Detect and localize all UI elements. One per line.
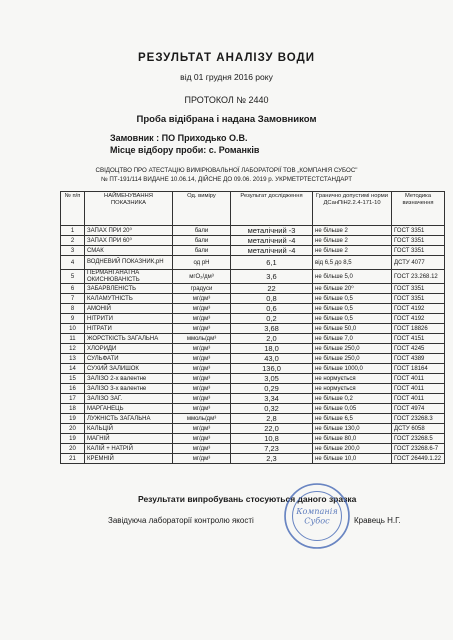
row-number: 18 <box>61 404 85 414</box>
result-value: 0,6 <box>231 304 313 314</box>
indicator-name: ЗАБАРВЛЕНІСТЬ <box>85 284 173 294</box>
method: ГОСТ 3351 <box>392 246 445 256</box>
norm-value: не більше 0,5 <box>313 304 392 314</box>
table-row <box>61 270 445 284</box>
client-name: Замовник : ПО Приходько О.В. <box>110 133 248 143</box>
indicator-name: КРЕМНІЙ <box>85 454 173 464</box>
sampling-location: Місце відбору проби: с. Романків <box>110 145 260 155</box>
norm-value: не більше 6,5 <box>313 414 392 424</box>
indicator-name: ЗАПАХ ПРИ 20⁰ <box>85 226 173 236</box>
method: ГОСТ 4389 <box>392 354 445 364</box>
norm-value: не більше 20⁰ <box>313 284 392 294</box>
method: ГОСТ 3351 <box>392 226 445 236</box>
table-row <box>61 414 445 424</box>
indicator-name: СМАК <box>85 246 173 256</box>
table-row <box>61 246 445 256</box>
table-row <box>61 394 445 404</box>
row-number: 4 <box>61 256 85 270</box>
row-number: 3 <box>61 246 85 256</box>
indicator-name: ЗАЛІЗО 2-х валентне <box>85 374 173 384</box>
row-number: 21 <box>61 454 85 464</box>
norm-value: не більше 50,0 <box>313 324 392 334</box>
result-value: 3,05 <box>231 374 313 384</box>
method: ГОСТ 4192 <box>392 314 445 324</box>
indicator-name: СУХИЙ ЗАЛИШОК <box>85 364 173 374</box>
method: ДСТУ 6058 <box>392 424 445 434</box>
unit: мг/дм³ <box>173 444 231 454</box>
norm-value: не більше 10,0 <box>313 454 392 464</box>
unit: мг/дм³ <box>173 454 231 464</box>
row-number: 15 <box>61 374 85 384</box>
results-table <box>60 191 445 464</box>
row-number: 6 <box>61 284 85 294</box>
row-number: 11 <box>61 334 85 344</box>
unit: ммоль/дм³ <box>173 414 231 424</box>
unit: бали <box>173 246 231 256</box>
unit: бали <box>173 236 231 246</box>
norm-value: не більше 250,0 <box>313 354 392 364</box>
unit: ммоль/дм³ <box>173 334 231 344</box>
unit: бали <box>173 226 231 236</box>
col-header-method: Методика визначення <box>392 192 445 226</box>
svg-text:Компанія: Компанія <box>296 505 338 516</box>
row-number: 8 <box>61 304 85 314</box>
result-value: металічний -3 <box>231 226 313 236</box>
indicator-name: КАЛЬЦІЙ <box>85 424 173 434</box>
table-row <box>61 454 445 464</box>
indicator-name: ВОДНЕВИЙ ПОКАЗНИК,рН <box>85 256 173 270</box>
row-number: 20 <box>61 424 85 434</box>
result-value: 7,23 <box>231 444 313 454</box>
unit: мг/дм³ <box>173 374 231 384</box>
indicator-name: ПЕРМАНГАНАТНА ОКИСНЮВАНІСТЬ <box>85 270 173 284</box>
indicator-name: ЗАЛІЗО ЗАГ. <box>85 394 173 404</box>
table-row <box>61 236 445 246</box>
table-row <box>61 256 445 270</box>
row-number: 19 <box>61 414 85 424</box>
indicator-name: НІТРАТИ <box>85 324 173 334</box>
indicator-name: ЗАЛІЗО 3-х валентне <box>85 384 173 394</box>
method: ГОСТ 4011 <box>392 384 445 394</box>
row-number: 7 <box>61 294 85 304</box>
result-value: 2,0 <box>231 334 313 344</box>
table-row <box>61 364 445 374</box>
unit: мг/дм³ <box>173 354 231 364</box>
row-number: 20 <box>61 444 85 454</box>
unit: мг/дм³ <box>173 364 231 374</box>
indicator-name: КАЛАМУТНІСТЬ <box>85 294 173 304</box>
method: ГОСТ 23.268.12 <box>392 270 445 284</box>
norm-value: не більше 0,05 <box>313 404 392 414</box>
unit: од рН <box>173 256 231 270</box>
row-number: 10 <box>61 324 85 334</box>
certificate-line-1: СВІДОЦТВО ПРО АТЕСТАЦІЮ ВИМІРЮВАЛЬНОЇ ЛАБОРАТОРІЇ ТОВ „КОМПАНІЯ СУБОС" <box>95 167 358 174</box>
row-number: 13 <box>61 354 85 364</box>
unit: мг/дм³ <box>173 314 231 324</box>
col-header-unit: Од. виміру <box>173 192 231 226</box>
result-value: 2,8 <box>231 414 313 424</box>
table-row <box>61 324 445 334</box>
method: ГОСТ 3351 <box>392 284 445 294</box>
norm-value: не більше 2 <box>313 236 392 246</box>
method: ГОСТ 4245 <box>392 344 445 354</box>
method: ГОСТ 23268.3 <box>392 414 445 424</box>
norm-value: не більше 1000,0 <box>313 364 392 374</box>
row-number: 17 <box>61 394 85 404</box>
norm-value: не нормується <box>313 374 392 384</box>
row-number: 12 <box>61 344 85 354</box>
document-date: від 01 грудня 2016 року <box>180 72 273 82</box>
method: ДСТУ 4077 <box>392 256 445 270</box>
table-row <box>61 304 445 314</box>
head-of-lab-title: Завідуюча лабораторії контролю якості <box>108 516 254 525</box>
result-value: 18,0 <box>231 344 313 354</box>
row-number: 19 <box>61 434 85 444</box>
method: ГОСТ 23268.6-7 <box>392 444 445 454</box>
result-value: 22,0 <box>231 424 313 434</box>
indicator-name: ЖОРСТКІСТЬ ЗАГАЛЬНА <box>85 334 173 344</box>
result-value: 10,8 <box>231 434 313 444</box>
unit: мг/дм³ <box>173 404 231 414</box>
unit: мг/дм³ <box>173 424 231 434</box>
norm-value: не більше 200,0 <box>313 444 392 454</box>
result-value: 0,32 <box>231 404 313 414</box>
unit: мг/дм³ <box>173 394 231 404</box>
result-value: 0,2 <box>231 314 313 324</box>
row-number: 16 <box>61 384 85 394</box>
unit: градуси <box>173 284 231 294</box>
norm-value: не більше 250,0 <box>313 344 392 354</box>
norm-value: від 6,5 до 8,5 <box>313 256 392 270</box>
indicator-name: ХЛОРИДИ <box>85 344 173 354</box>
indicator-name: ЗАПАХ ПРИ 60⁰ <box>85 236 173 246</box>
row-number: 1 <box>61 226 85 236</box>
method: ГОСТ 18826 <box>392 324 445 334</box>
table-row <box>61 284 445 294</box>
norm-value: не більше 5,0 <box>313 270 392 284</box>
result-value: металічний -4 <box>231 236 313 246</box>
indicator-name: КАЛІЙ + НАТРІЙ <box>85 444 173 454</box>
method: ГОСТ 26449.1.22 <box>392 454 445 464</box>
unit: мг/дм³ <box>173 344 231 354</box>
indicator-name: МАГНІЙ <box>85 434 173 444</box>
table-row <box>61 404 445 414</box>
indicator-name: МАРГАНЕЦЬ <box>85 404 173 414</box>
result-value: 22 <box>231 284 313 294</box>
company-stamp <box>283 482 351 550</box>
row-number: 5 <box>61 270 85 284</box>
unit: мгО₂/дм³ <box>173 270 231 284</box>
norm-value: не більше 0,5 <box>313 294 392 304</box>
table-row <box>61 374 445 384</box>
indicator-name: СУЛЬФАТИ <box>85 354 173 364</box>
norm-value: не нормується <box>313 384 392 394</box>
table-row <box>61 226 445 236</box>
method: ГОСТ 3351 <box>392 294 445 304</box>
norm-value: не більше 2 <box>313 246 392 256</box>
result-value: металічний -4 <box>231 246 313 256</box>
method: ГОСТ 3351 <box>392 236 445 246</box>
unit: мг/дм³ <box>173 304 231 314</box>
unit: мг/дм³ <box>173 384 231 394</box>
protocol-number: ПРОТОКОЛ № 2440 <box>184 95 269 105</box>
row-number: 14 <box>61 364 85 374</box>
result-value: 2,3 <box>231 454 313 464</box>
norm-value: не більше 0,2 <box>313 394 392 404</box>
method: ГОСТ 23268.5 <box>392 434 445 444</box>
result-value: 0,29 <box>231 384 313 394</box>
table-row <box>61 384 445 394</box>
result-value: 0,8 <box>231 294 313 304</box>
result-value: 43,0 <box>231 354 313 364</box>
result-value: 3,6 <box>231 270 313 284</box>
results-note: Результати випробувань стосуються даного зразка <box>138 494 357 504</box>
result-value: 6,1 <box>231 256 313 270</box>
indicator-name: НІТРИТИ <box>85 314 173 324</box>
table-row <box>61 334 445 344</box>
unit: мг/дм³ <box>173 434 231 444</box>
svg-text:Субос: Субос <box>304 515 330 526</box>
unit: мг/дм³ <box>173 294 231 304</box>
table-row <box>61 314 445 324</box>
method: ГОСТ 4192 <box>392 304 445 314</box>
table-row <box>61 344 445 354</box>
table-row <box>61 444 445 454</box>
norm-value: не більше 0,5 <box>313 314 392 324</box>
unit: мг/дм³ <box>173 324 231 334</box>
table-row <box>61 354 445 364</box>
result-value: 136,0 <box>231 364 313 374</box>
row-number: 9 <box>61 314 85 324</box>
col-header-indicator: НАЙМЕНУВАННЯ ПОКАЗНИКА <box>85 192 173 226</box>
document-title: РЕЗУЛЬТАТ АНАЛІЗУ ВОДИ <box>138 52 315 64</box>
table-row <box>61 294 445 304</box>
norm-value: не більше 7,0 <box>313 334 392 344</box>
table-header-row <box>61 192 445 226</box>
norm-value: не більше 130,0 <box>313 424 392 434</box>
row-number: 2 <box>61 236 85 246</box>
method: ГОСТ 18164 <box>392 364 445 374</box>
col-header-result: Результат дослідження <box>231 192 313 226</box>
signature-name: Кравець Н.Г. <box>354 516 401 525</box>
method: ГОСТ 4011 <box>392 374 445 384</box>
method: ГОСТ 4974 <box>392 404 445 414</box>
col-header-number: № п/п <box>61 192 85 226</box>
method: ГОСТ 4011 <box>392 394 445 404</box>
norm-value: не більше 80,0 <box>313 434 392 444</box>
result-value: 3,34 <box>231 394 313 404</box>
sample-note: Проба відібрана і надана Замовником <box>136 114 317 125</box>
indicator-name: ЛУЖНІСТЬ ЗАГАЛЬНА <box>85 414 173 424</box>
indicator-name: АМОНІЙ <box>85 304 173 314</box>
certificate-line-2: № ПТ-191/114 ВИДАНЕ 10.06.14, ДІЙСНЕ ДО 09.06. 2019 р. УКРМЕТРТЕСТСТАНДАРТ <box>101 176 352 183</box>
table-row <box>61 424 445 434</box>
result-value: 3,68 <box>231 324 313 334</box>
col-header-norm: Гранично допустимі норми ДСанПіН2.2.4-171-10 <box>313 192 392 226</box>
norm-value: не більше 2 <box>313 226 392 236</box>
table-row <box>61 434 445 444</box>
method: ГОСТ 4151 <box>392 334 445 344</box>
